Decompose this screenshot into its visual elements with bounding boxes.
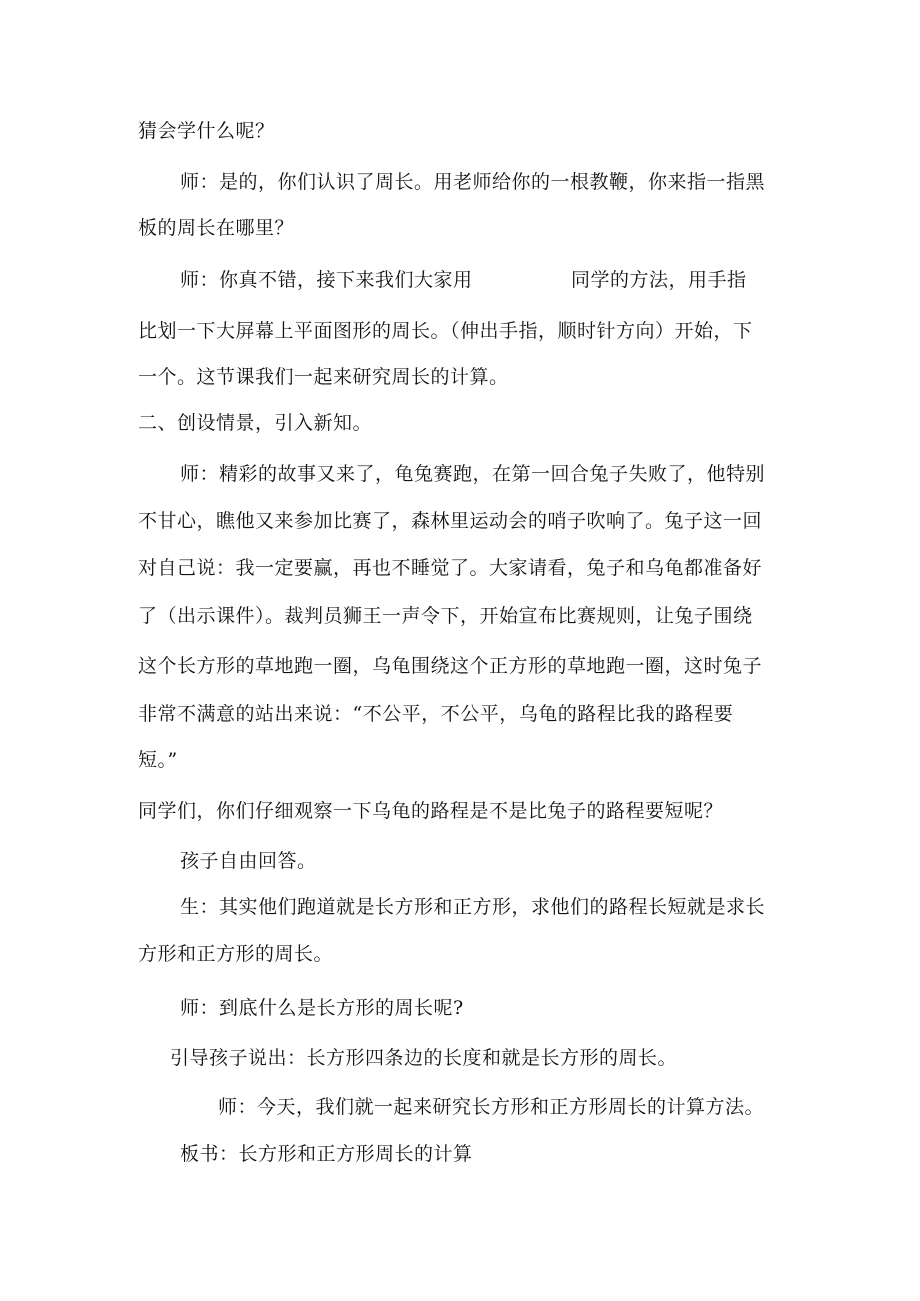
text-line: 方形和正方形的周长。: [138, 943, 334, 965]
text-line: 不甘心，瞧他又来参加比赛了，森林里运动会的哨子吹响了。兔子这一回: [138, 510, 763, 532]
text-line: 这个长方形的草地跑一圈，乌龟围绕这个正方形的草地跑一圈，这时兔子: [138, 655, 763, 677]
text-line: 孩子自由回答。: [180, 850, 317, 872]
text-line: 师：你真不错，接下来我们大家用: [180, 269, 473, 291]
text-line: 非常不满意的站出来说：“不公平，不公平，乌龟的路程比我的路程要: [138, 703, 734, 725]
text-line: 对自己说：我一定要赢，再也不睡觉了。大家请看，兔子和乌龟都准备好: [138, 557, 763, 579]
text-line: 同学的方法，用手指: [571, 269, 747, 291]
section-heading: 二、创设情景，引入新知。: [138, 412, 373, 434]
text-line: 猜会学什么呢？: [138, 120, 275, 142]
blackboard-title: 板书：长方形和正方形周长的计算: [180, 1143, 473, 1165]
text-line: 师：到底什么是长方形的周长呢?: [180, 997, 464, 1019]
text-line: 比划一下大屏幕上平面图形的周长。（伸出手指，顺时针方向）开始，下: [138, 320, 753, 342]
text-line: 引导孩子说出：长方形四条边的长度和就是长方形的周长。: [170, 1047, 678, 1069]
text-line: 师：今天，我们就一起来研究长方形和正方形周长的计算方法。: [218, 1096, 765, 1118]
text-line: 板的周长在哪里？: [138, 217, 295, 239]
text-line: 生：其实他们跑道就是长方形和正方形，求他们的路程长短就是求长: [180, 896, 766, 918]
text-line: 同学们，你们仔细观察一下乌龟的路程是不是比兔子的路程要短呢？: [138, 800, 724, 822]
text-line: 短。”: [138, 749, 178, 771]
text-line: 一个。这节课我们一起来研究周长的计算。: [138, 366, 509, 388]
text-line: 了（出示课件）。裁判员狮王一声令下，开始宣布比赛规则，让兔子围绕: [138, 605, 753, 627]
text-line: 师：是的，你们认识了周长。用老师给你的一根教鞭，你来指一指黑: [180, 171, 766, 193]
text-line: 师：精彩的故事又来了，龟兔赛跑，在第一回合兔子失败了，他特别: [180, 463, 766, 485]
